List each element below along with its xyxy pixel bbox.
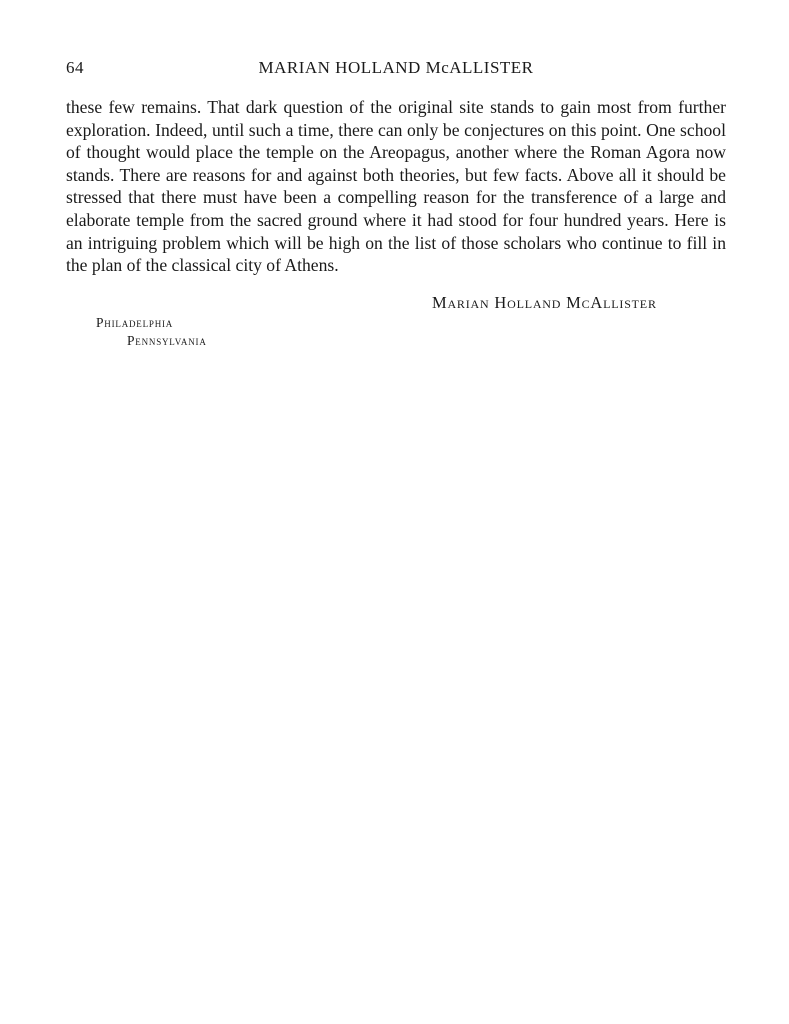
page-number: 64 (66, 58, 84, 77)
signature-state: Pennsylvania (127, 333, 207, 348)
signature-city: Philadelphia (96, 315, 174, 330)
running-head (66, 58, 726, 82)
running-title: MARIAN HOLLAND McALLISTER (258, 58, 534, 77)
author-signature: Marian Holland McAllister (432, 293, 657, 312)
body-paragraph: these few remains. That dark question of the original site stands to gain most from further exploration. Indeed, until such a time, there can only be conjectures on this point. One school of thought would place the temple on the Areopagus, another where the Roman Agora now stands. There are reasons for and against both theories, but few facts. Above all it should be stressed that there must have been a compelling reason for the transference of a large and elaborate temple from the sacred ground where it had stood for four hundred years. Here is an intriguing problem which will be high on the list of those scholars who continue to fill in the plan of the classical city of Athens. (66, 97, 726, 276)
